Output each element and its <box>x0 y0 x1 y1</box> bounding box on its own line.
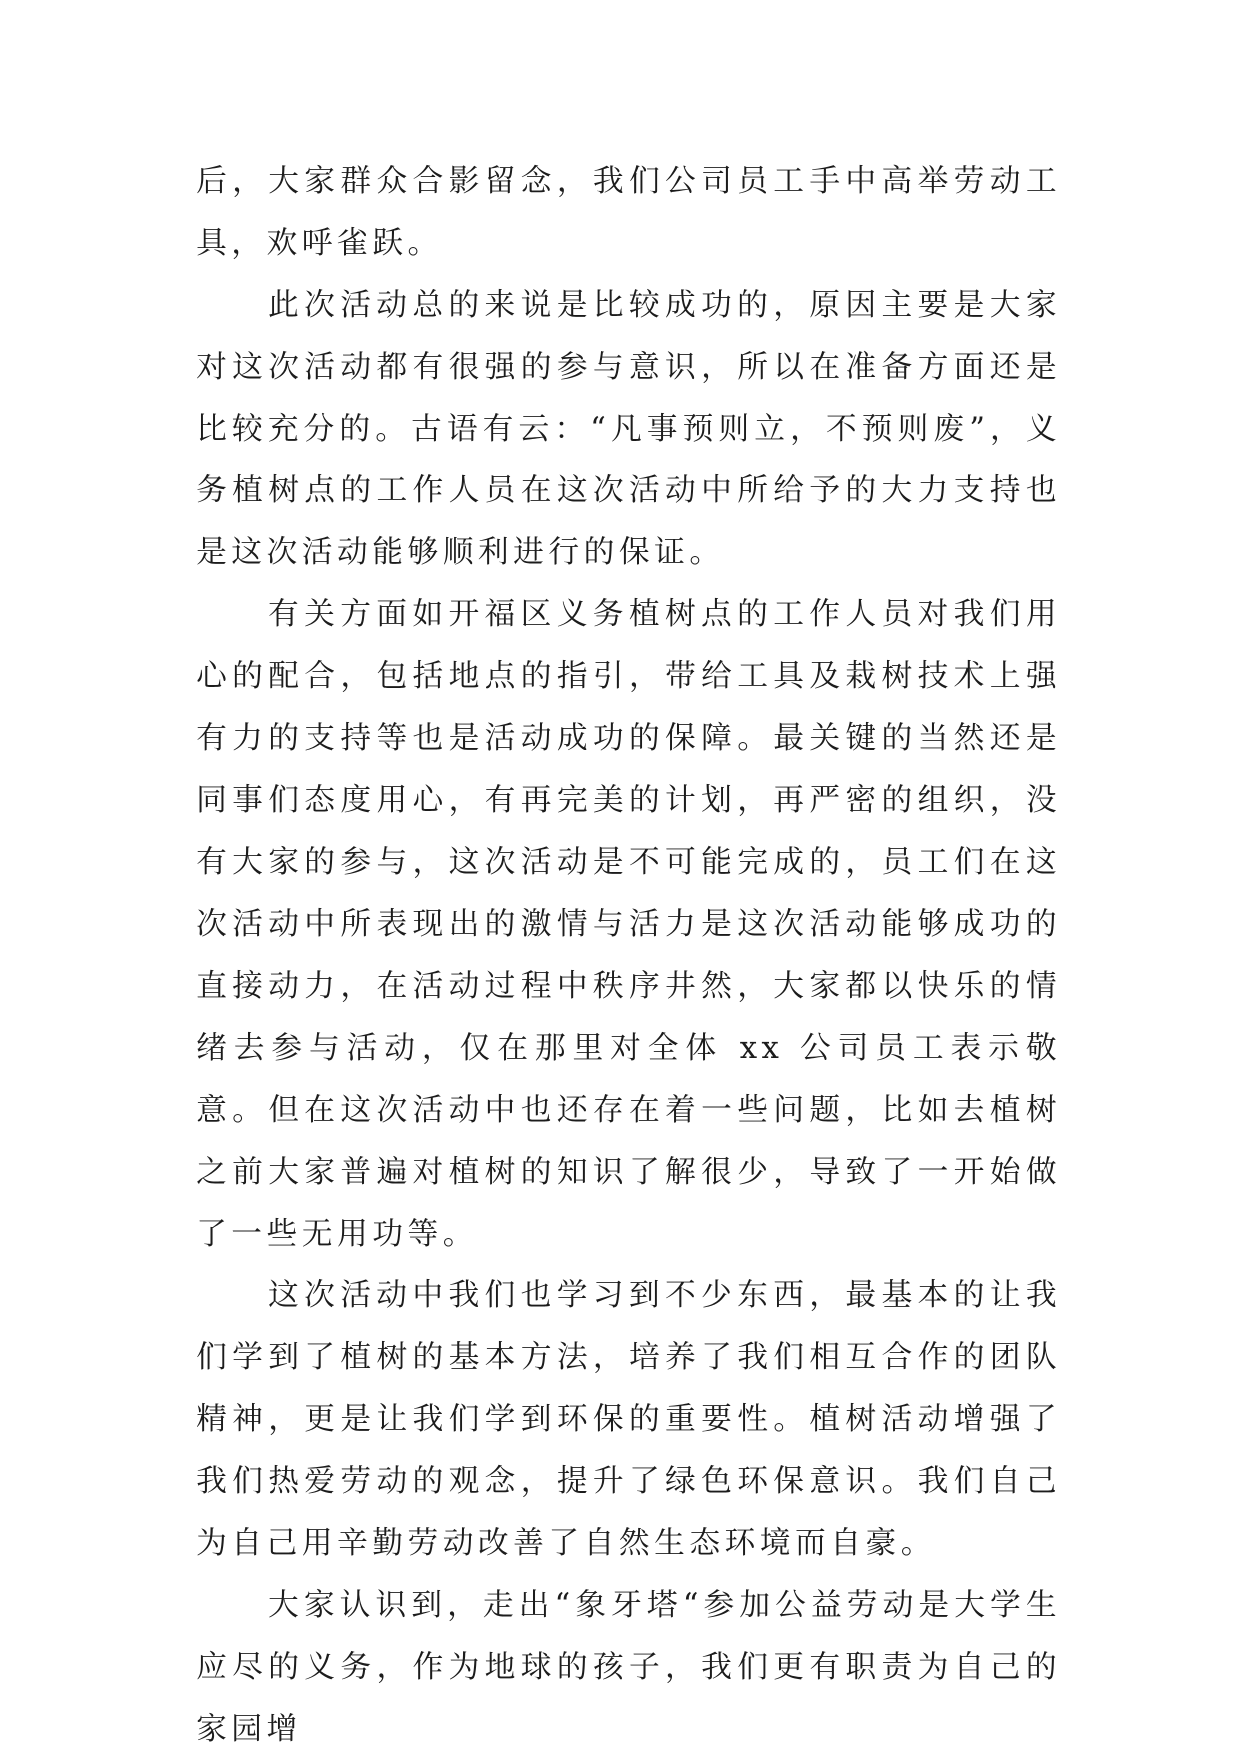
paragraph-1: 后，大家群众合影留念，我们公司员工手中高举劳动工具，欢呼雀跃。 <box>196 162 1062 261</box>
paragraph-4: 这次活动中我们也学习到不少东西，最基本的让我们学到了植树的基本方法，培养了我们相互合作的团队精神，更是让我们学到环保的重要性。植树活动增强了我们热爱劳动的观念，提升了绿色环保意识。我们自己为自己用辛勤劳动改善了自然生态环境而自豪。 <box>196 1277 1062 1562</box>
paragraph-5: 大家认识到，走出“象牙塔“参加公益劳动是大学生应尽的义务，作为地球的孩子，我们更有职责为自己的家园增 <box>196 1587 1062 1747</box>
paragraph-2: 此次活动总的来说是比较成功的，原因主要是大家对这次活动都有很强的参与意识，所以在准备方面还是比较充分的。古语有云：“凡事预则立，不预则废”，义务植树点的工作人员在这次活动中所给予的大力支持也是这次活动能够顺利进行的保证。 <box>196 286 1062 571</box>
paragraph-3: 有关方面如开福区义务植树点的工作人员对我们用心的配合，包括地点的指引，带给工具及栽树技术上强有力的支持等也是活动成功的保障。最关键的当然还是同事们态度用心，有再完美的计划，再严密的组织，没有大家的参与，这次活动是不可能完成的，员工们在这次活动中所表现出的激情与活力是这次活动能够成功的直接动力，在活动过程中秩序井然，大家都以快乐的情绪去参与活动，仅在那里对全体 xx 公司员工表示敬意。但在这次活动中也还存在着一些问题，比如去植树之前大家普遍对植树的知识了解很少，导致了一开始做了一些无用功等。 <box>196 596 1062 1252</box>
document-body <box>196 151 1061 1755</box>
